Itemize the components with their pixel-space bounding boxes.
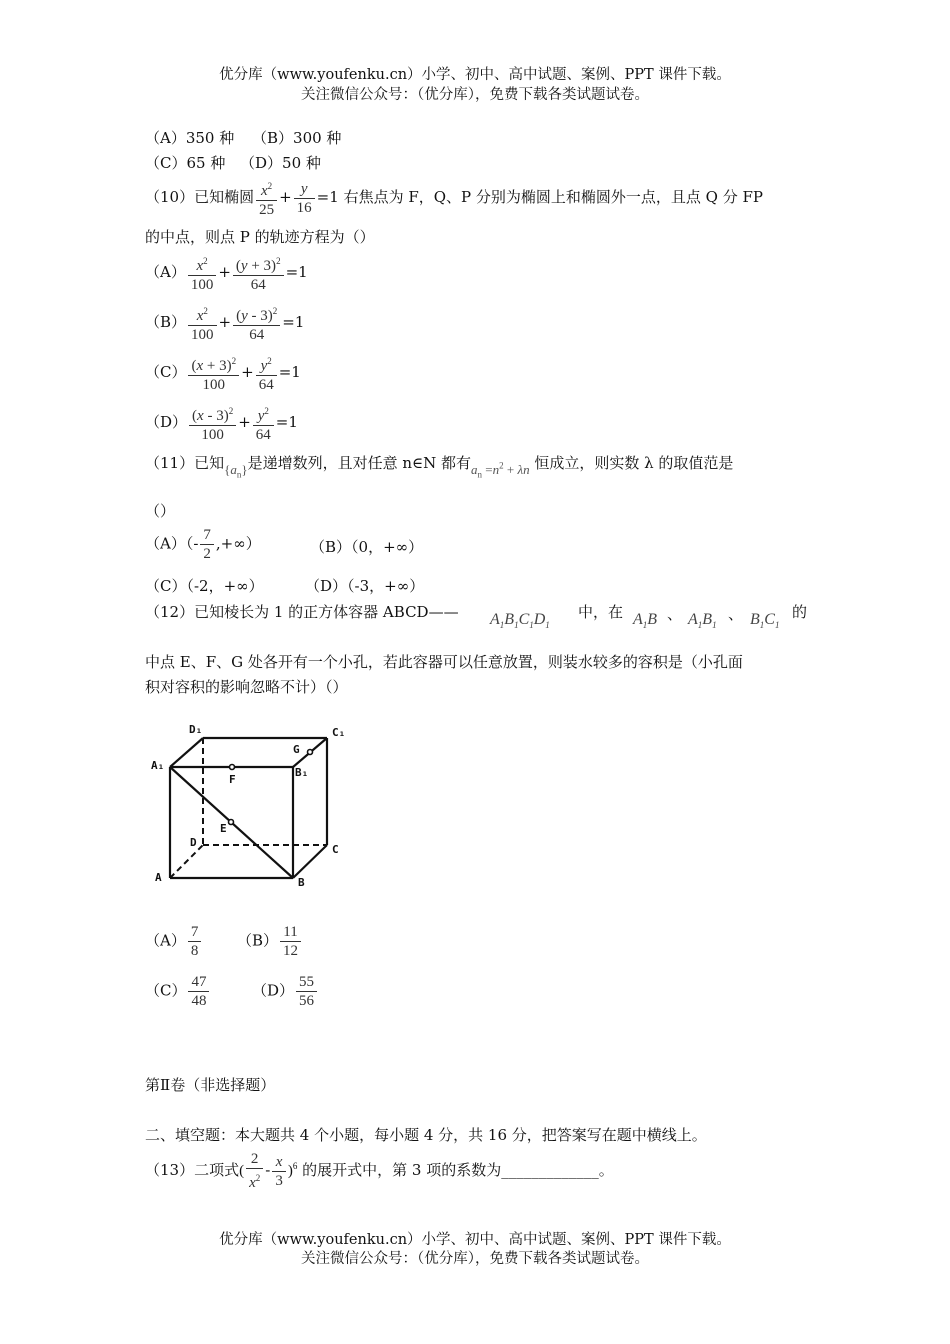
q12-option-c: （C） $\frac{47}{48}$ [145,973,211,1010]
q12-option-b: （B） $\frac{11}{12}$ [237,923,303,960]
q10-option-d: （D） $\frac{(x - 3)^2}{100}$ + $\frac{y^2}{64}$ =1 [145,402,298,444]
q10-stem: （10）已知椭圆 $\frac{x^2}{25}$ + $\frac{y}{16}$ =1 右焦点为 F，Q、P 分别为椭圆上和椭圆外一点，且点 Q 分 FP [145,177,763,219]
q9-option-d: （D）50 种 [240,154,321,172]
section-2-intro: 二、填空题：本大题共 4 个小题，每小题 4 分，共 16 分，把答案写在题中横线上。 [145,1126,707,1144]
q9-option-c: （C）65 种 [145,154,226,172]
q12-math-b1c1: $B_1C_1$ [750,611,780,631]
label-b: B [298,876,305,889]
q11-option-c: （C）（-2，+∞） [145,577,264,595]
q12-mid: 中，在 [578,603,624,621]
q11-option-b: （B）（0，+∞） [310,538,424,556]
label-f: F [229,773,236,786]
cube-figure [145,715,360,895]
section-2-title: 第Ⅱ卷（非选择题） [145,1076,276,1094]
q12-option-d: （D） $\frac{55}{56}$ [252,973,319,1010]
q10-suffix: 右焦点为 F，Q、P 分别为椭圆上和椭圆外一点，且点 Q 分 FP [343,188,764,206]
q12-line-3: 积对容积的影响忽略不计）（） [145,678,348,696]
q9-option-a: （A）350 种 [145,129,235,147]
q13: （13）二项式( $\frac{2}{x^2}$ - $\frac{x}{3}$ )$^6$ 的展开式中，第 3 项的系数为_____________。 [145,1151,614,1191]
q12-prefix: （12）已知棱长为 1 的正方体容器 ABCD—— [145,603,459,621]
q10-option-b: （B） $\frac{x^2}{100}$ + $\frac{(y - 3)^2}{64}$ =1 [145,302,304,344]
q12-option-a: （A） $\frac{7}{8}$ [145,923,203,960]
label-d1: D₁ [189,723,203,736]
q12-line-2: 中点 E、F、G 处各开有一个小孔，若此容器可以任意放置，则装水较多的容积是（小孔面 [145,653,743,671]
footer-line-2: 关注微信公众号：（优分库），免费下载各类试题试卷。 [301,1251,649,1267]
label-g: G [293,743,300,756]
point-g [308,750,313,755]
header-line-1: 优分库（www.youfenku.cn）小学、初中、高中试题、案例、PPT 课件下载。 [219,67,731,83]
point-e [229,820,234,825]
label-a1: A₁ [151,759,165,772]
q11-option-d: （D）（-3，+∞） [305,577,425,595]
q10-option-a: （A） $\frac{x^2}{100}$ + $\frac{(y + 3)^2}{64}$ =1 [145,252,308,294]
q9-option-b: （B）300 种 [252,129,342,147]
label-a: A [155,871,162,884]
label-c: C [332,843,339,856]
q10-line-2: 的中点，则点 P 的轨迹方程为（） [145,228,375,246]
label-b1: B₁ [295,766,309,779]
q11-option-a: （A）（- $\frac{7}{2}$ ,+∞） [145,527,261,562]
q10-prefix: （10）已知椭圆 [145,188,255,206]
footer-line-1: 优分库（www.youfenku.cn）小学、初中、高中试题、案例、PPT 课件下载。 [219,1232,731,1248]
label-d: D [190,836,197,849]
q12-math-a1b1: $A_1B_1$ [688,611,717,631]
label-c1: C₁ [332,726,346,739]
label-e: E [220,822,227,835]
q12-end: 的 [792,603,808,621]
header-line-2: 关注微信公众号：（优分库），免费下载各类试题试卷。 [301,87,649,103]
q11-stem: （11）已知$\{a_n\}$是递增数列，且对任意 n∈N 都有$a_n =n^2 + \lambda n$ 恒成立，则实数 λ 的取值范是 [145,454,734,480]
q12-math-a1b1c1d1: $A_1B_1C_1D_1$ [490,611,550,631]
q11-line-2: （） [145,502,176,520]
q12-math-a1b: $A_1B$ [633,611,658,631]
point-f [230,765,235,770]
q10-option-c: （C） $\frac{(x + 3)^2}{100}$ + $\frac{y^2}{64}$ =1 [145,352,301,394]
